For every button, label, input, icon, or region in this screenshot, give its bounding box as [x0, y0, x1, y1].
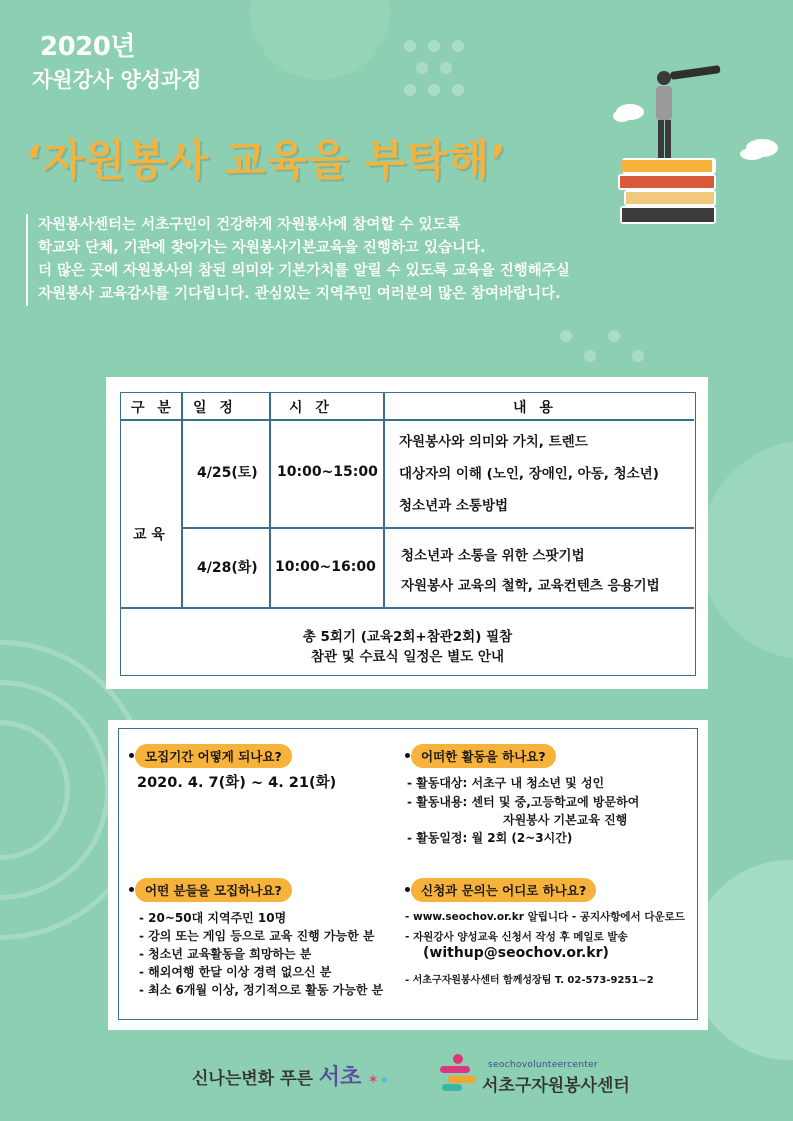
headline: ‘자원봉사 교육을 부탁해’: [26, 136, 507, 185]
bullet-icon: [405, 887, 410, 892]
dot-decoration: [452, 84, 464, 96]
dot-decoration: [452, 40, 464, 52]
dot-decoration: [428, 84, 440, 96]
row-content: 대상자의 이해 (노인, 장애인, 아동, 청소년): [399, 466, 659, 482]
who-line: - 20~50대 지역주민 10명: [139, 911, 287, 925]
period-answer: 2020. 4. 7(화) ~ 4. 21(화): [137, 775, 337, 791]
who-line: - 최소 6개월 이상, 정기적으로 활동 가능한 분: [139, 983, 384, 997]
star-icon: ✶: [378, 1073, 390, 1087]
activity-line: 자원봉사 기본교육 진행: [503, 813, 628, 827]
question-period: 모집기간 어떻게 되나요?: [135, 744, 292, 768]
activity-line: - 활동대상: 서초구 내 청소년 및 성인: [407, 776, 605, 790]
question-activity: 어떠한 활동을 하나요?: [411, 744, 556, 768]
table-divider: [121, 607, 694, 609]
telescope-books-illustration: [612, 50, 792, 230]
who-line: - 강의 또는 게임 등으로 교육 진행 가능한 분: [139, 929, 375, 943]
row-content: 청소년과 소통을 위한 스팟기법: [401, 548, 585, 564]
bullet-icon: [129, 887, 134, 892]
slogan-city: 서초: [318, 1065, 362, 1090]
dot-decoration: [428, 40, 440, 52]
dot-decoration: [584, 350, 596, 362]
slogan-prefix: 신나는변화 푸른: [192, 1069, 313, 1089]
activity-line: - 활동내용: 센터 및 중,고등학교에 방문하여: [407, 795, 640, 809]
dot-decoration: [632, 350, 644, 362]
schedule-note: 총 5회기 (교육2회+참관2회) 필참: [302, 629, 513, 645]
intro-line: 더 많은 곳에 자원봉사의 참된 의미와 기본가치를 알릴 수 있도록 교육을 진행해주실: [38, 263, 570, 279]
header-time: 시 간: [289, 400, 333, 416]
row-content: 청소년과 소통방법: [399, 498, 509, 514]
intro-line: 자원봉사센터는 서초구민이 건강하게 자원봉사에 참여할 수 있도록: [38, 217, 461, 233]
who-line: - 청소년 교육활동을 희망하는 분: [139, 947, 312, 961]
year-title: 2020년: [40, 32, 135, 62]
intro-line: 학교와 단체, 기관에 찾아가는 자원봉사기본교육을 진행하고 있습니다.: [38, 240, 486, 256]
row-time: 10:00~15:00: [277, 464, 378, 480]
dot-decoration: [608, 330, 620, 342]
bg-circle-right: [700, 440, 793, 660]
header-content: 내 용: [513, 400, 557, 416]
apply-line: - www.seochov.or.kr 알립니다 - 공지사항에서 다운로드: [405, 911, 685, 923]
star-icon: ✶: [367, 1072, 379, 1088]
dot-decoration: [404, 84, 416, 96]
center-english-name: seochovolunteercenter: [488, 1060, 598, 1070]
activity-line: - 활동일정: 월 2회 (2~3시간): [407, 831, 573, 845]
bullet-icon: [129, 753, 134, 758]
row-time: 10:00~16:00: [275, 559, 376, 575]
schedule-card: [106, 377, 708, 689]
header-category: 구 분: [131, 400, 175, 416]
volunteer-center-logo-mark: [436, 1052, 480, 1092]
schedule-table: [120, 392, 696, 676]
row-date: 4/28(화): [197, 560, 258, 576]
row-date: 4/25(토): [197, 465, 258, 481]
seocho-slogan-logo: [192, 1060, 389, 1091]
row-content: 자원봉사와 의미와 가치, 트렌드: [399, 434, 588, 450]
dot-decoration: [440, 62, 452, 74]
center-name: 서초구자원봉사센터: [482, 1076, 630, 1096]
intro-line: 자원봉사 교육감사를 기다립니다. 관심있는 지역주민 여러분의 많은 참여바랍니다.: [38, 286, 561, 302]
info-card: [108, 720, 708, 1030]
header-date: 일 정: [193, 400, 237, 416]
table-divider: [181, 393, 183, 607]
row-content: 자원봉사 교육의 철학, 교육컨텐츠 응용기법: [401, 578, 660, 594]
bullet-icon: [405, 753, 410, 758]
apply-line: - 서초구자원봉사센터 함께성장팀 T. 02-573-9251~2: [405, 975, 654, 986]
category-cell: 교 육: [133, 527, 165, 543]
bg-circle-top: [250, 0, 390, 80]
dot-decoration: [416, 62, 428, 74]
intro-paragraph: [26, 214, 666, 306]
course-subtitle: 자원강사 양성과정: [32, 68, 202, 92]
question-apply: 신청과 문의는 어디로 하나요?: [411, 878, 596, 902]
table-divider: [383, 393, 385, 607]
question-who: 어떤 분들을 모집하나요?: [135, 878, 292, 902]
schedule-note: 참관 및 수료식 일정은 별도 안내: [310, 649, 505, 665]
table-divider: [181, 527, 694, 529]
table-divider: [121, 419, 694, 421]
who-line: - 해외여행 한달 이상 경력 없으신 분: [139, 965, 332, 979]
table-divider: [269, 393, 271, 607]
info-box: [118, 728, 698, 1020]
dot-decoration: [404, 40, 416, 52]
apply-email: (withup@seochov.or.kr): [423, 945, 609, 961]
dot-decoration: [560, 330, 572, 342]
apply-line: - 자원강사 양성교육 신청서 작성 후 메일로 발송: [405, 931, 628, 943]
